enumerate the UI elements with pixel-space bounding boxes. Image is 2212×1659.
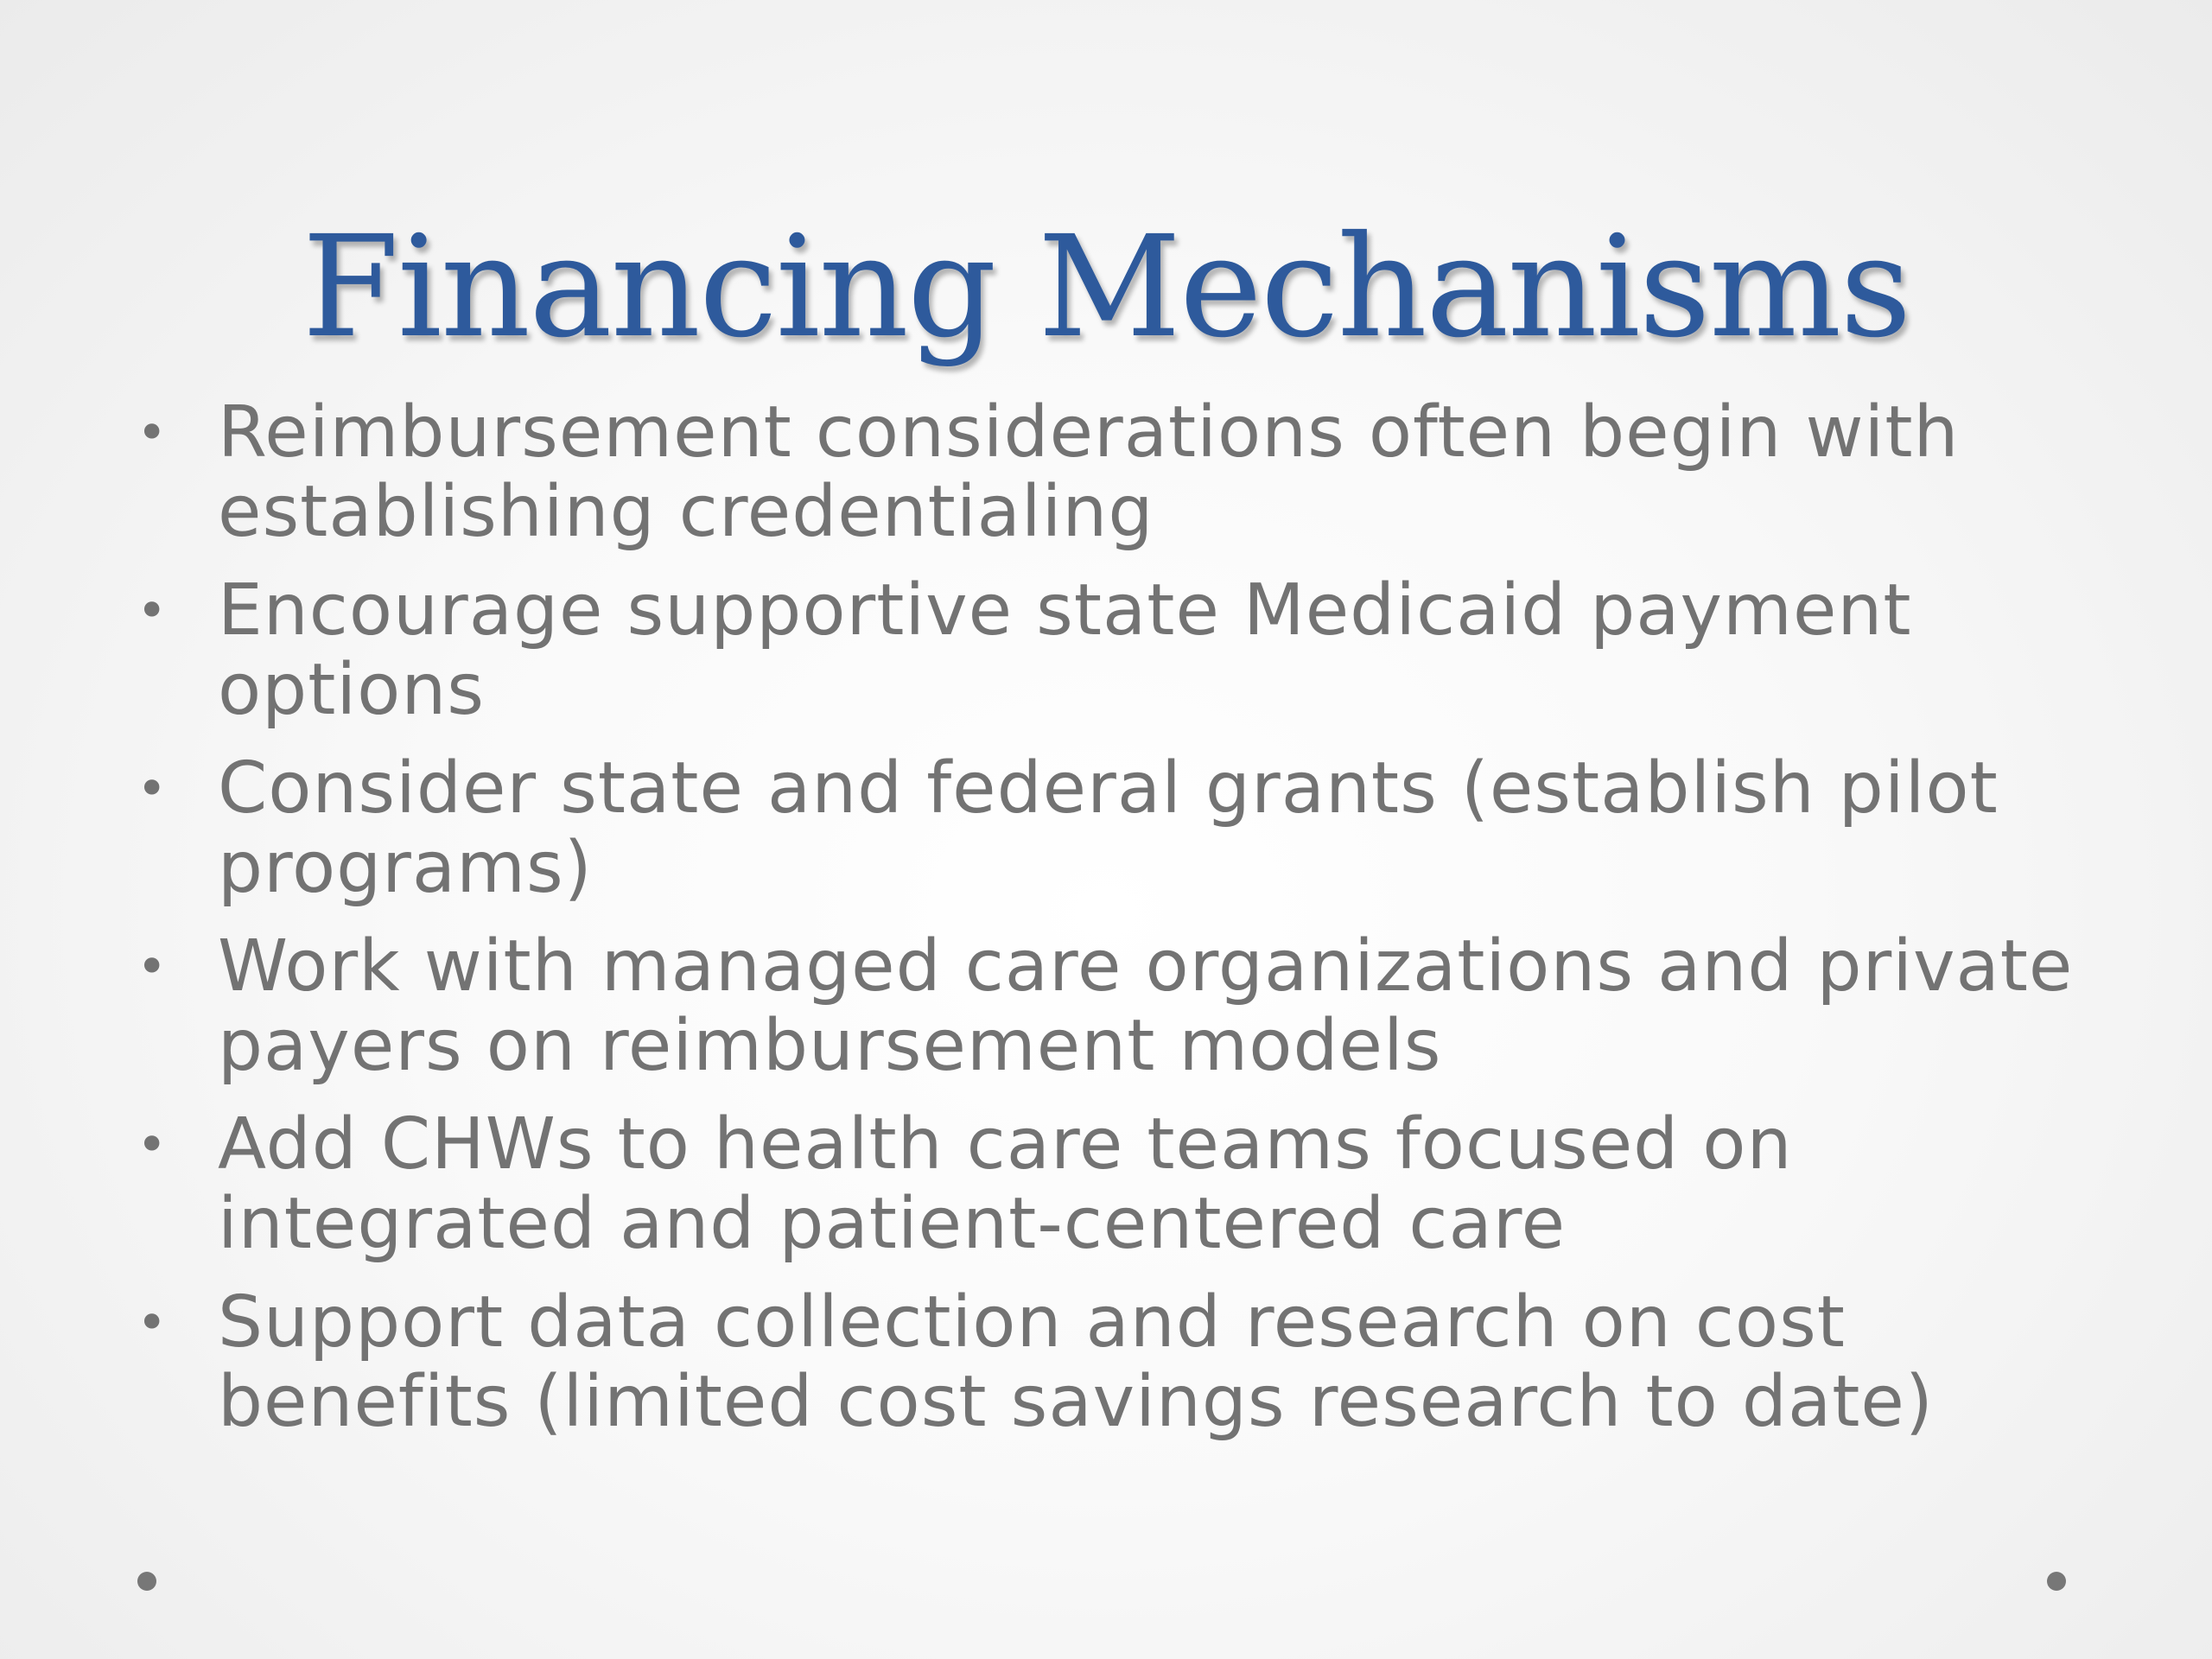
bullet-text: Encourage supportive state Medicaid payment options xyxy=(218,569,1912,731)
bullet-item xyxy=(130,571,2117,730)
bullet-item xyxy=(130,1283,2117,1442)
bullet-dot-icon: • xyxy=(137,1115,168,1175)
bullet-item xyxy=(130,1105,2117,1264)
bullet-dot-icon: • xyxy=(137,581,168,641)
bullet-text: Add CHWs to health care teams focused on integrated and patient-centered care xyxy=(218,1103,1793,1265)
bullet-item xyxy=(130,927,2117,1086)
bullet-text: Consider state and federal grants (establish pilot programs) xyxy=(218,747,1999,909)
bullet-text: Work with managed care organizations and private payers on reimbursement models xyxy=(218,925,2074,1087)
bullet-dot-icon: • xyxy=(137,937,168,997)
bullet-text: Support data collection and research on cost benefits (limited cost savings research to date) xyxy=(218,1281,1934,1443)
bullet-item xyxy=(130,393,2117,552)
bullet-dot-icon: • xyxy=(137,1293,168,1353)
bullet-dot-icon: • xyxy=(137,403,168,463)
bullet-text: Reimbursement considerations often begin with establishing credentialing xyxy=(218,391,1960,553)
slide-title: Financing Mechanisms xyxy=(302,207,1910,369)
corner-dot-right-icon xyxy=(2047,1572,2066,1591)
bullet-dot-icon: • xyxy=(137,759,168,819)
corner-dot-left-icon xyxy=(137,1572,156,1591)
bullet-list xyxy=(130,393,2117,1461)
bullet-item xyxy=(130,749,2117,908)
